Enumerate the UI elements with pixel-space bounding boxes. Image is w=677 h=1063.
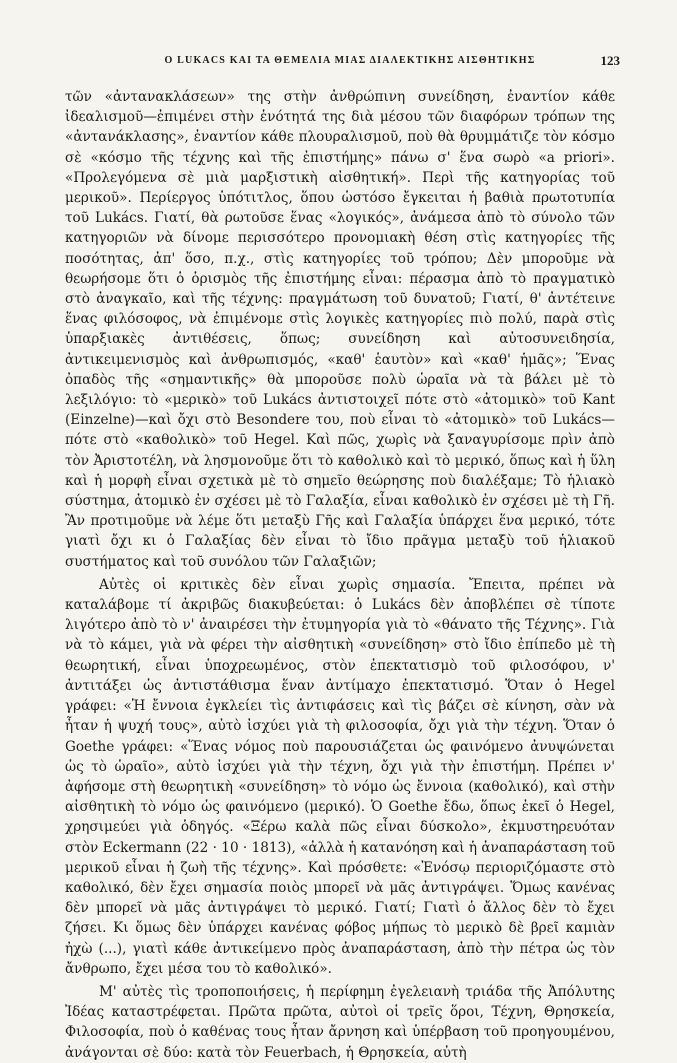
paragraph-1: τῶν «ἀντανακλάσεων» της στὴν ἀνθρώπινη συνείδηση, ἐναντίον κάθε ἰδεαλισμοῦ—ἐπιμένει στὴν ἑνότητά της διὰ μέσου τῶν διαφόρων τρόπων της «ἀντανάκλασης», ἐναντίον κάθε πλουραλισμοῦ, ποὺ θὰ θρυμμάτιζε τὸν κόσμο σὲ «κόσμο τῆς τέχνης καὶ τῆς ἐπιστήμης» πάνω σ' ἕνα σωρὸ «a priori». «Προλεγόμενα σὲ μιὰ μαρξιστικὴ αἰσθητική». Περὶ τῆς κατηγορίας τοῦ μερικοῦ». Περίεργος ὑπότιτλος, ὅπου ὡστόσο ἔγκειται ἡ βαθιὰ πρωτοτυπία τοῦ Lukács. Γιατί, θὰ ρωτοῦσε ἕνας «λογικός», ἀνάμεσα ἀπὸ τὸ σύνολο τῶν κατηγοριῶν νὰ δίνομε περισσότερο προνομιακὴ θέση στὶς κατηγορίες τῆς ποσότητας, ἀπ' ὅσο, π.χ., στὶς κατηγορίες τοῦ τρόπου; Δὲν μποροῦμε νὰ θεωρήσομε ὅτι ὁ ὁρισμὸς τῆς ἐπιστήμης εἶναι: πέρασμα ἀπὸ τὸ πραγματικὸ στὸ ἀναγκαῖο, καὶ τῆς τέχνης: πραγμάτωση τοῦ δυνατοῦ; Γιατί, θ' ἀντέτεινε ἕνας φιλόσοφος, νὰ ἐπιμένομε στὶς λογικὲς κατηγορίες πιὸ πολύ, παρὰ στὶς ὑπαρξιακὲς ἀντιθέσεις, ὅπως; συνείδηση καὶ αὐτοσυνειδησία, ἀντικειμενισμὸς καὶ ἀνθρωπισμός, «καθ' ἑαυτὸν» καὶ «καθ' ἡμᾶς»; Ἕνας ὀπαδὸς τῆς «σημαντικῆς» θὰ μποροῦσε πολὺ ὡραῖα νὰ τὰ βάλει μὲ τὸ λεξιλόγιο: τὸ «μερικὸ» τοῦ Lukács ἀντιστοιχεῖ πότε στὸ «ἀτομικὸ» τοῦ Kant (Einzelne)—καὶ ὄχι στὸ Besondere του, ποὺ εἶναι τὸ «ἀτομικὸ» τοῦ Lukács—πότε στὸ «καθολικὸ» τοῦ Hegel. Καὶ πῶς, χωρὶς νὰ ξαναγυρίσομε πρὶν ἀπὸ τὸν Ἀριστοτέλη, νὰ λησμονοῦμε ὅτι τὸ καθολικὸ καὶ τὸ μερικό, ὅπως καὶ ἡ ὕλη καὶ ἡ μορφὴ εἶναι σχετικὰ μὲ τὸ σημεῖο θεώρησης ποὺ διαλέξαμε; Τὸ ἡλιακὸ σύστημα, ἀτομικὸ ἐν σχέσει μὲ τὸ Γαλαξία, εἶναι καθολικὸ ἐν σχέσει μὲ τὴ Γῆ. Ἂν προτιμοῦμε νὰ λέμε ὅτι μεταξὺ Γῆς καὶ Γαλαξία ὑπάρχει ἕνα μερικό, τότε γιατὶ ὄχι κι ὁ Γαλαξίας δὲν εἶναι τὸ ἴδιο πρᾶγμα μεταξὺ τοῦ ἡλιακοῦ συστήματος καὶ τοῦ συνόλου τῶν Γαλαξιῶν; (65, 89, 615, 570)
page-number: 123 (600, 53, 620, 68)
paragraph-2: Αὐτὲς οἱ κριτικὲς δὲν εἶναι χωρὶς σημασία. Ἔπειτα, πρέπει νὰ καταλάβομε τί ἀκριβῶς διακυβεύεται: ὁ Lukács δὲν ἀποβλέπει σὲ τίποτε λιγότερο ἀπὸ τὸ ν' ἀναιρέσει τὴν ἐτυμηγορία γιὰ τὸ «θάνατο τῆς Τέχνης». Γιὰ νὰ τὸ κάμει, γιὰ νὰ φέρει τὴν αἰσθητικὴ «συνείδηση» στὸ ἴδιο ἐπίπεδο μὲ τὴ θεωρητική, εἶναι ὑποχρεωμένος, στὸν ἐπεκτατισμὸ τοῦ φιλοσόφου, ν' ἀντιτάξει ὡς ἀντιστάθισμα ἕναν ἀντίμαχο ἐπεκτατισμό. Ὅταν ὁ Hegel γράφει: «Ἡ ἔννοια ἐγκλείει τὶς ἀντιφάσεις καὶ τὶς βάζει σὲ κίνηση, σὰν νὰ ἦταν ἡ ψυχή τους», αὐτὸ ἰσχύει γιὰ τὴ φιλοσοφία, ὄχι γιὰ τὴν τέχνη. Ὅταν ὁ Goethe γράφει: «Ἕνας νόμος ποὺ παρουσιάζεται ὡς φαινόμενο ἀνυψώνεται ὡς τὸ ὡραῖο», αὐτὸ ἰσχύει γιὰ τὴν τέχνη, ὄχι γιὰ τὴν ἐπιστήμη. Πρέπει ν' ἀφήσομε στὴ θεωρητικὴ «συνείδηση» τὸ νόμο ὡς ἔννοια (καθολικό), καὶ στὴν αἰσθητικὴ τὸ νόμο ὡς φαινόμενο (μερικό). Ὁ Goethe ἔδω, ὅπως ἐκεῖ ὁ Hegel, χρησιμεύει γιὰ ὁδηγός. «Ξέρω καλὰ πῶς εἶναι δύσκολο», ἐκμυστηρευόταν στὸν Eckermann (22 · 10 · 1813), «ἀλλὰ ἡ κατανόηση καὶ ἡ ἀναπαράσταση τοῦ μερικοῦ εἶναι ἡ ζωὴ τῆς τέχνης». Καὶ πρόσθετε: «Ἐνόσῳ περιοριζόμαστε στὸ καθολικό, δὲν ἔχει σημασία ποιὸς μπορεῖ νὰ μᾶς ἀντιγράψει. Ὅμως κανένας δὲν μπορεῖ νὰ μᾶς ἀντιγράψει τὸ μερικό. Γιατί; Γιατὶ ὁ ἄλλος δὲν τὸ ἔχει ζήσει. Κι ὅμως δὲν ὑπάρχει κανένας φόβος μήπως τὸ μερικὸ δὲ βρεῖ καμιὰν ἠχὼ (...), γιατὶ κάθε ἀντικείμενο πρὸς ἀναπαράσταση, ἀπὸ τὴν πέτρα ὡς τὸν ἄνθρωπο, ἔχει μέσα του τὸ καθολικό». (65, 576, 615, 977)
paragraph-3: Μ' αὐτὲς τὶς τροποποιήσεις, ἡ περίφημη ἐγελειανὴ τριάδα τῆς Ἀπόλυτης Ἰδέας καταστρέφεται. Πρῶτα πρῶτα, αὐτοὶ οἱ τρεῖς ὅροι, Τέχνη, Θρησκεία, Φιλοσοφία, ποὺ ὁ καθένας τους ἦταν ἄρνηση καὶ ὑπέρβαση τοῦ προηγουμένου, ἀνάγονται σὲ δύο: κατὰ τὸν Feuerbach, ἡ Θρησκεία, αὐτὴ (65, 983, 615, 1061)
body-text (65, 87, 615, 1063)
running-head: Ο LUKACS ΚΑΙ ΤΑ ΘΕΜΕΛΙΑ ΜΙΑΣ ΔΙΑΛΕΚΤΙΚΗΣ ΑΙΣΘΗΤΙΚΗΣ (164, 55, 536, 66)
